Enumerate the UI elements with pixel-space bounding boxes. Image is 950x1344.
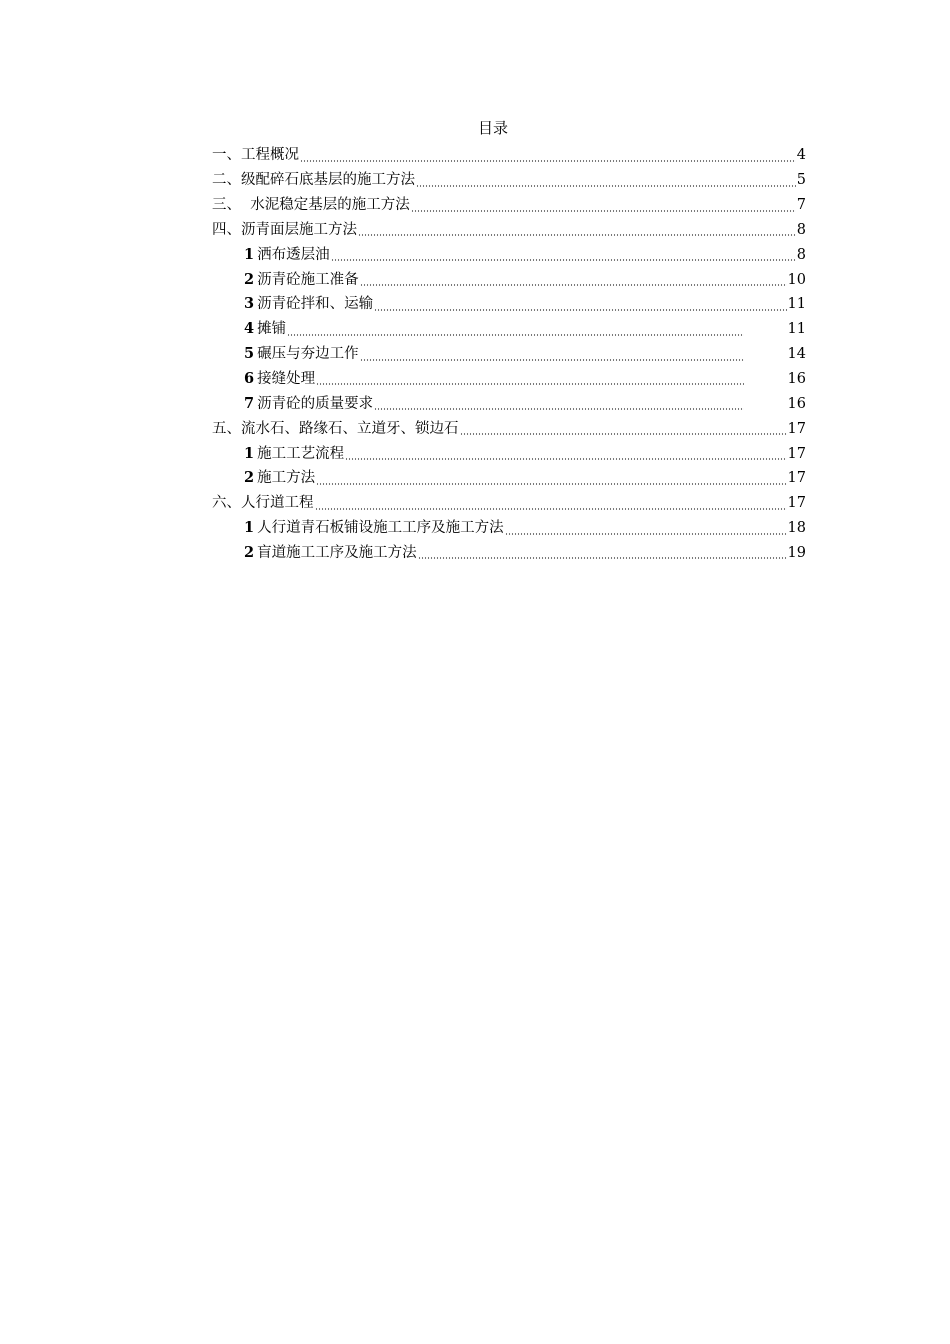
- toc-entry-label: [244, 369, 315, 389]
- toc-subentry[interactable]: [212, 367, 806, 392]
- toc-entry-prefix: 三、: [212, 197, 241, 214]
- toc-entry[interactable]: [212, 143, 806, 168]
- toc-page-number: 5: [796, 172, 806, 189]
- toc-entry-label: [212, 195, 410, 215]
- toc-entry-text: 沥青砼的质量要求: [257, 395, 374, 412]
- toc-page-number: 11: [787, 296, 806, 313]
- dot-leader: [418, 557, 787, 559]
- toc-entry-text: 人行道工程: [241, 495, 314, 512]
- toc-entry-number: 3: [244, 295, 255, 313]
- toc-page-number: 17: [787, 420, 806, 437]
- toc-entry-number: 7: [244, 394, 255, 412]
- toc-entry-text: 碾压与夯边工作: [257, 346, 359, 363]
- toc-subentry[interactable]: [212, 267, 806, 292]
- toc-entry-prefix: 四、: [212, 221, 241, 238]
- toc-entry-text: 沥青砼拌和、运输: [257, 296, 374, 313]
- dot-leader: [360, 359, 744, 361]
- toc-entry-number: 1: [244, 444, 255, 462]
- dot-leader: [374, 309, 786, 311]
- dot-leader: [316, 383, 743, 385]
- toc-entry-text: 接缝处理: [257, 371, 316, 388]
- dot-leader: [505, 533, 787, 535]
- toc-entry-label: [244, 344, 359, 364]
- toc-page-number: 10: [787, 271, 806, 288]
- dot-leader: [345, 458, 786, 460]
- dot-leader: [374, 408, 743, 410]
- toc-entry[interactable]: [212, 416, 806, 441]
- toc-subentry[interactable]: [212, 342, 806, 367]
- toc-entry-label: [244, 270, 359, 290]
- dot-leader: [411, 210, 796, 212]
- toc-entry-number: 1: [244, 519, 255, 537]
- toc-subentry[interactable]: [212, 391, 806, 416]
- toc-entry-text: 洒布透层油: [257, 246, 330, 263]
- toc-entry-label: [244, 518, 504, 538]
- toc-title: 目录: [477, 119, 508, 137]
- toc-page-number: 16: [787, 371, 806, 388]
- toc-entry-prefix: 六、: [212, 495, 241, 512]
- dot-leader: [360, 284, 787, 286]
- toc-entry-text: 人行道青石板铺设施工工序及施工方法: [257, 520, 504, 537]
- toc-entry-number: 2: [244, 543, 255, 561]
- toc-entry-text: 施工工艺流程: [257, 445, 345, 462]
- table-of-contents: [212, 143, 806, 565]
- toc-entry-text: 沥青砼施工准备: [257, 271, 359, 288]
- toc-entry-prefix: 一、: [212, 147, 241, 164]
- dot-leader: [315, 508, 787, 510]
- toc-entry-label: [244, 468, 315, 488]
- dot-leader: [331, 259, 796, 261]
- toc-entry-label: [244, 294, 373, 314]
- toc-entry-number: 2: [244, 469, 255, 487]
- toc-entry-text: 施工方法: [257, 470, 316, 487]
- dot-leader: [416, 185, 796, 187]
- toc-page-number: 17: [787, 495, 806, 512]
- dot-leader: [358, 234, 796, 236]
- toc-subentry[interactable]: [212, 541, 806, 566]
- toc-entry-text: 水泥稳定基层的施工方法: [241, 197, 410, 214]
- toc-page-number: 18: [787, 520, 806, 537]
- toc-entry[interactable]: [212, 193, 806, 218]
- toc-subentry[interactable]: [212, 441, 806, 466]
- toc-subentry[interactable]: [212, 242, 806, 267]
- toc-page-number: 11: [787, 321, 806, 338]
- toc-entry-label: [244, 444, 344, 464]
- toc-entry-text: 盲道施工工序及施工方法: [257, 544, 417, 561]
- toc-entry-text: 沥青面层施工方法: [241, 221, 357, 238]
- toc-entry-label: [212, 493, 314, 513]
- toc-entry-text: 级配碎石底基层的施工方法: [241, 172, 415, 189]
- toc-page-number: 17: [787, 470, 806, 487]
- toc-subentry[interactable]: [212, 466, 806, 491]
- toc-subentry[interactable]: [212, 516, 806, 541]
- toc-entry-number: 4: [244, 320, 255, 338]
- toc-entry-label: [244, 394, 373, 414]
- toc-entry-prefix: 五、: [212, 420, 241, 437]
- toc-entry[interactable]: [212, 491, 806, 516]
- dot-leader: [287, 334, 743, 336]
- dot-leader: [300, 160, 796, 162]
- toc-entry-number: 5: [244, 345, 255, 363]
- toc-entry-label: [212, 220, 357, 240]
- toc-entry-label: [244, 543, 417, 563]
- toc-page-number: 8: [796, 221, 806, 238]
- toc-page-number: 17: [787, 445, 806, 462]
- dot-leader: [460, 433, 787, 435]
- toc-entry-label: [212, 170, 415, 190]
- toc-page-number: 19: [787, 544, 806, 561]
- toc-page-number: 4: [796, 147, 806, 164]
- toc-entry-label: [212, 145, 299, 165]
- toc-entry[interactable]: [212, 218, 806, 243]
- toc-entry-text: 摊铺: [257, 321, 287, 338]
- toc-subentry[interactable]: [212, 317, 806, 342]
- toc-entry-number: 1: [244, 245, 255, 263]
- toc-entry-prefix: 二、: [212, 172, 241, 189]
- toc-page-number: 8: [796, 246, 806, 263]
- toc-entry-number: 6: [244, 370, 255, 388]
- toc-entry-label: [212, 419, 459, 439]
- toc-entry-text: 工程概况: [241, 147, 299, 164]
- toc-page-number: 7: [796, 197, 806, 214]
- toc-entry-text: 流水石、路缘石、立道牙、锁边石: [241, 420, 459, 437]
- toc-subentry[interactable]: [212, 292, 806, 317]
- toc-page-number: 16: [787, 395, 806, 412]
- toc-entry-number: 2: [244, 270, 255, 288]
- toc-entry-label: [244, 245, 330, 265]
- toc-entry-label: [244, 319, 286, 339]
- toc-page-number: 14: [787, 346, 806, 363]
- toc-entry[interactable]: [212, 168, 806, 193]
- dot-leader: [316, 483, 786, 485]
